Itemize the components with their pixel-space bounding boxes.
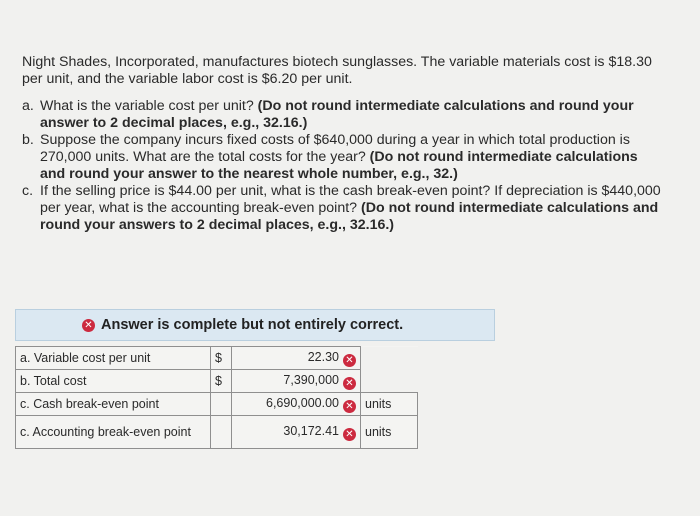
part-instruction: (Do not round intermediate calculations and round your answer to 2 decimal places, e.g., 32.16.) xyxy=(40,98,634,131)
part-letter: b. xyxy=(22,132,34,148)
currency-symbol xyxy=(211,416,232,449)
currency-symbol: $ xyxy=(211,347,232,370)
answer-field[interactable] xyxy=(232,347,361,370)
part-instruction: (Do not round intermediate calculations and round your answer to the nearest whole number, e.g., 32.) xyxy=(40,149,638,182)
answer-label: b. Total cost xyxy=(16,370,211,393)
answer-label: a. Variable cost per unit xyxy=(16,347,211,370)
unit-label: units xyxy=(361,393,418,416)
part-text: What is the variable cost per unit? xyxy=(40,98,254,114)
question-part-c xyxy=(22,183,662,234)
x-circle-icon: ✕ xyxy=(343,400,356,413)
x-circle-icon: ✕ xyxy=(82,319,95,332)
answer-value: 6,690,000.00 xyxy=(266,395,339,410)
unit-label: units xyxy=(361,416,418,449)
answer-field[interactable] xyxy=(232,393,361,416)
currency-symbol: $ xyxy=(211,370,232,393)
unit-cell xyxy=(361,370,418,393)
answer-label: c. Cash break-even point xyxy=(16,393,211,416)
answer-value: 22.30 xyxy=(307,349,339,364)
part-letter: a. xyxy=(22,98,34,114)
table-row xyxy=(16,416,418,449)
x-circle-icon: ✕ xyxy=(343,428,356,441)
part-text: If the selling price is $44.00 per unit, what is the cash break-even point? If depreciation is $440,000 per year, what is the accounting break-even point? xyxy=(40,183,661,216)
table-row xyxy=(16,370,418,393)
result-banner xyxy=(15,309,495,341)
answer-value: 30,172.41 xyxy=(283,423,339,438)
table-row xyxy=(16,347,418,370)
currency-symbol xyxy=(211,393,232,416)
result-banner-text: Answer is complete but not entirely correct. xyxy=(101,317,404,333)
part-text: Suppose the company incurs fixed costs of $640,000 during a year in which total production is 270,000 units. What are the total costs for the year? xyxy=(40,132,630,165)
answer-field[interactable] xyxy=(232,416,361,449)
part-instruction: (Do not round intermediate calculations and round your answers to 2 decimal places, e.g., 32.16.) xyxy=(40,200,659,233)
x-circle-icon: ✕ xyxy=(343,377,356,390)
question-intro: Night Shades, Incorporated, manufactures biotech sunglasses. The variable materials cost is $18.30 per unit, and the variable labor cost is $6.20 per unit. xyxy=(22,54,652,87)
question-part-b xyxy=(22,132,662,183)
answer-field[interactable] xyxy=(232,370,361,393)
answer-value: 7,390,000 xyxy=(283,372,339,387)
part-letter: c. xyxy=(22,183,34,199)
answer-table xyxy=(15,346,418,449)
question-text xyxy=(22,54,662,234)
unit-cell xyxy=(361,347,418,370)
question-part-a xyxy=(22,98,662,132)
x-circle-icon: ✕ xyxy=(343,354,356,367)
table-row xyxy=(16,393,418,416)
answer-label: c. Accounting break-even point xyxy=(16,416,211,449)
